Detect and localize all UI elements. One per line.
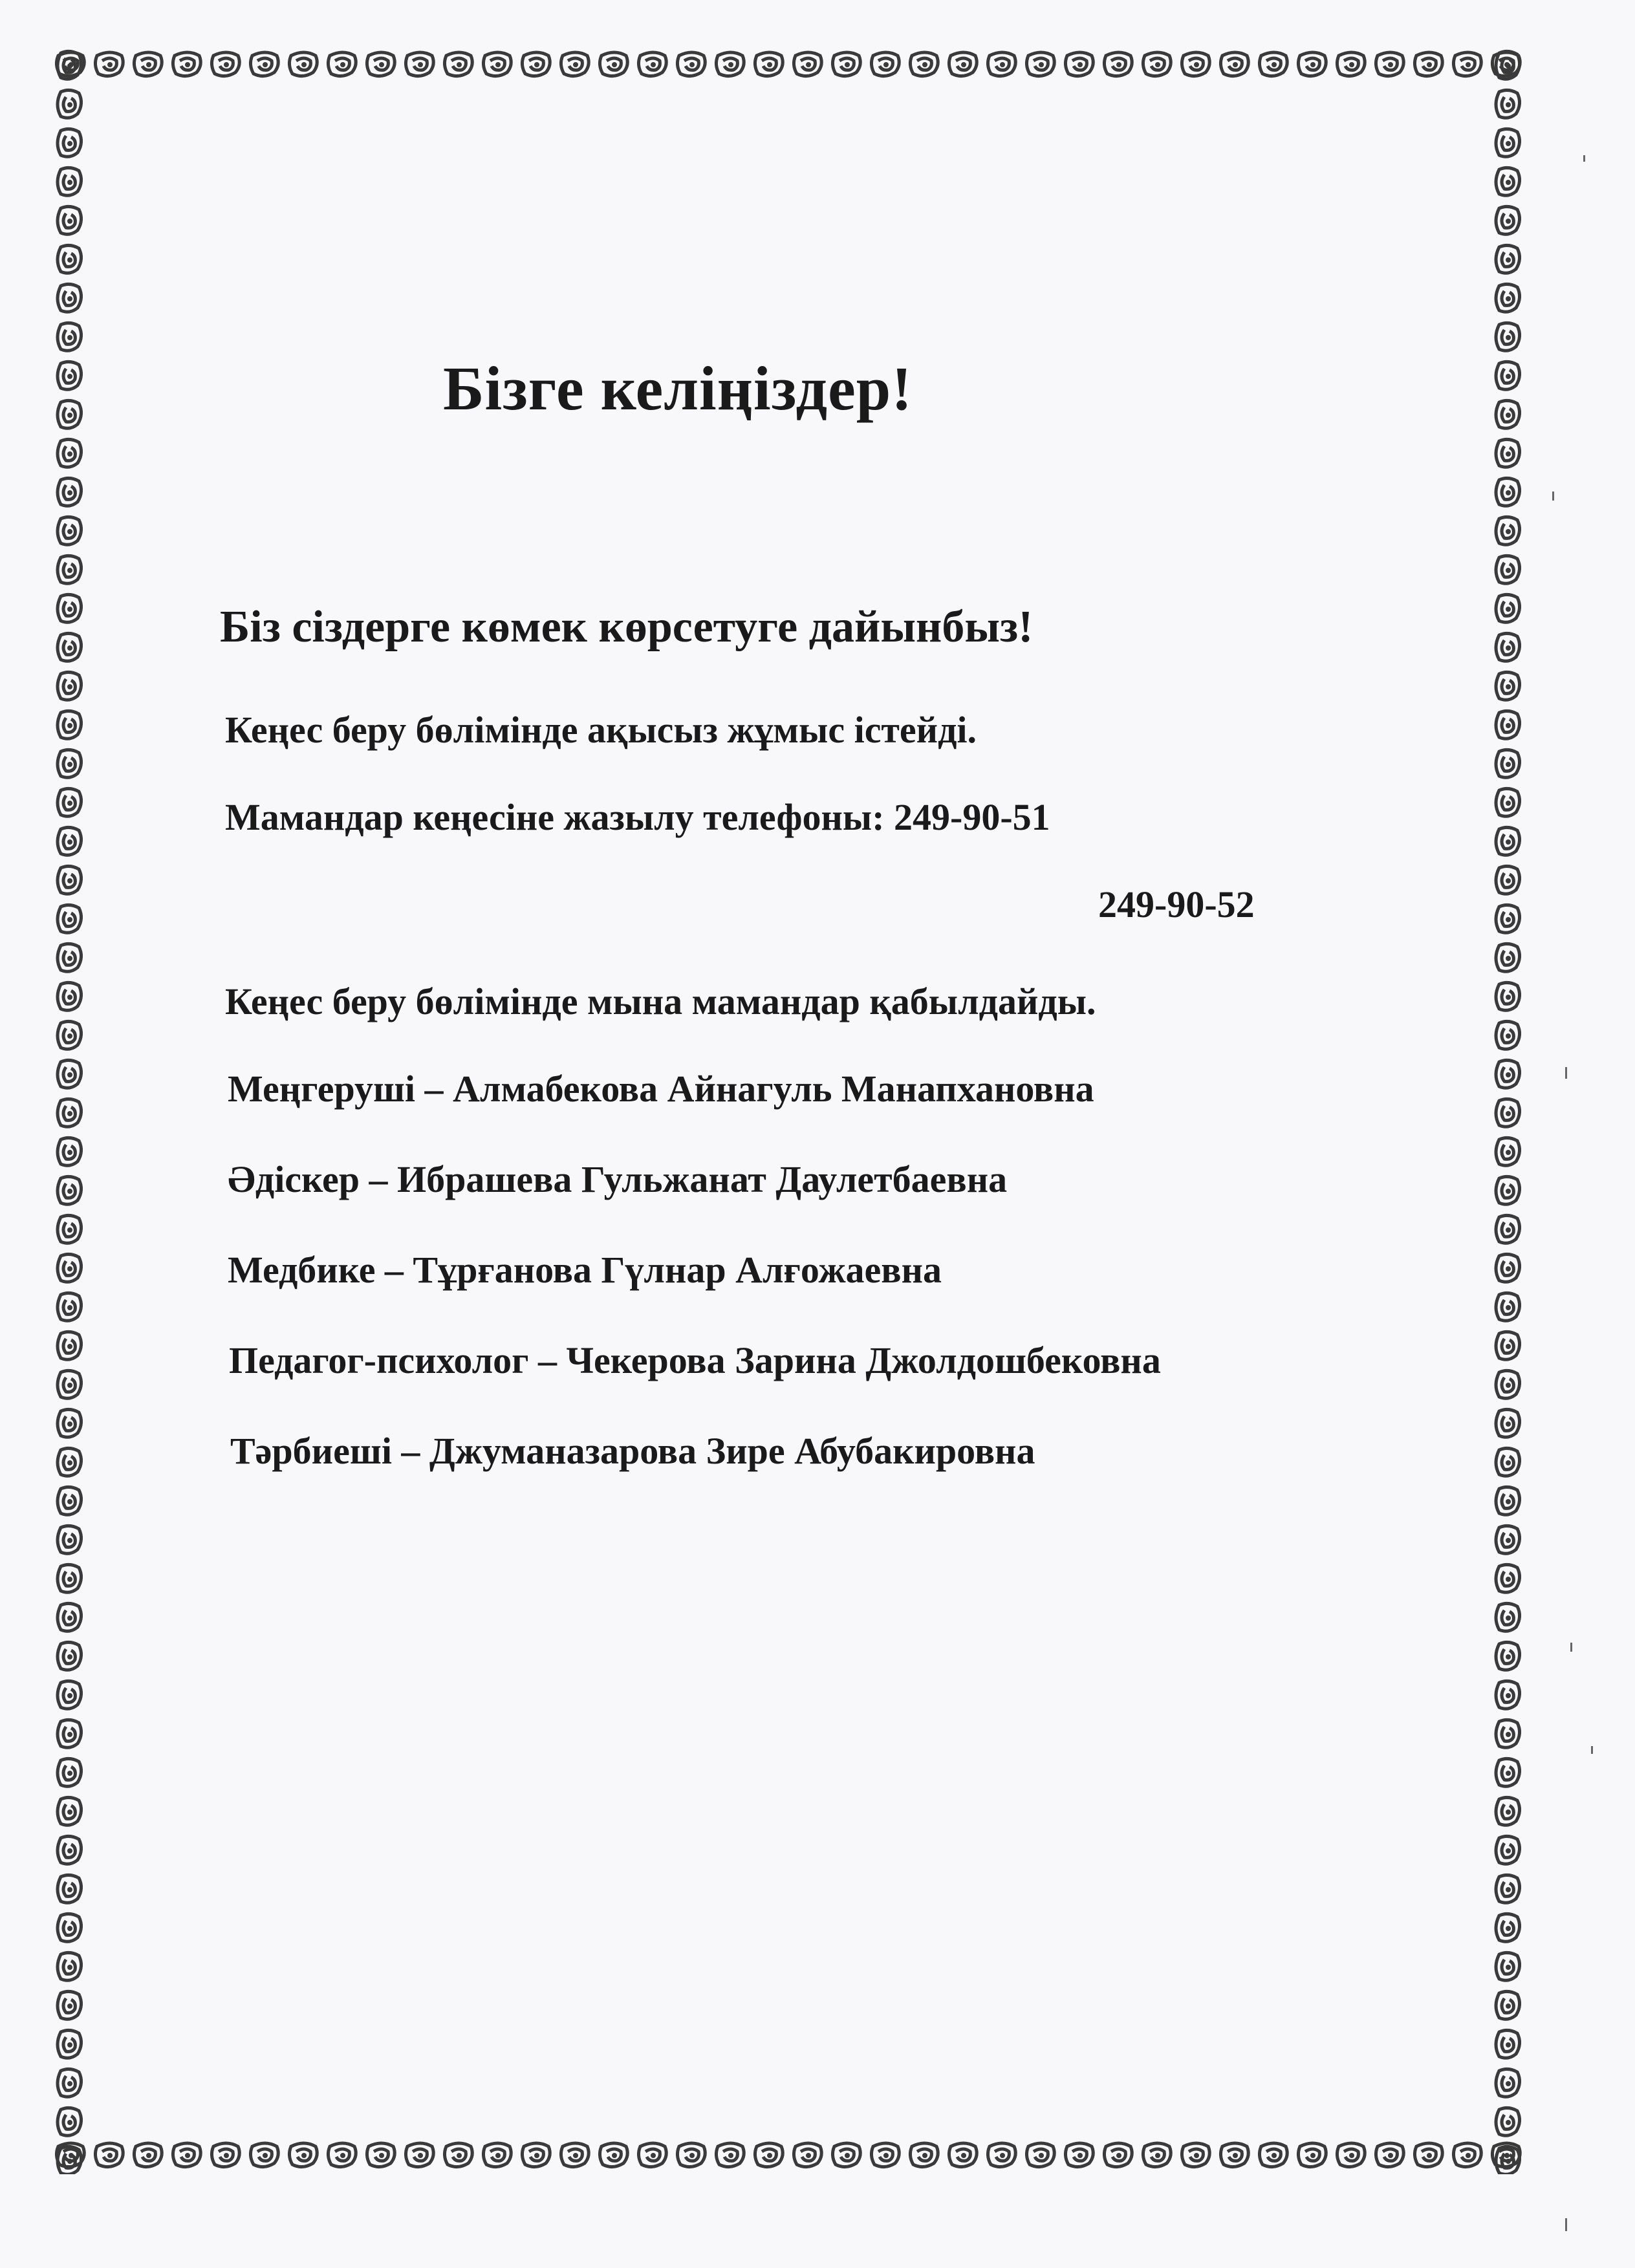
ornamental-border-left: [52, 47, 88, 2174]
scan-speck: [1591, 1746, 1593, 1754]
scan-speck: [1565, 1067, 1567, 1079]
ornamental-border-top: [52, 47, 1526, 83]
scan-speck: [1583, 155, 1585, 162]
page-title: Бізге келіңіздер!: [443, 354, 913, 423]
phone-line: Мамандар кеңесіне жазылу телефоны: 249-90-51: [225, 796, 1050, 838]
specialists-intro: Кеңес беру бөлімінде мына мамандар қабылдайды.: [225, 980, 1096, 1022]
scan-speck: [1565, 2218, 1567, 2231]
scan-speck: [1570, 1643, 1572, 1652]
staff-educator: Тәрбиеші – Джуманазарова Зире Абубакировна: [230, 1430, 1035, 1472]
ornamental-border-right: [1490, 47, 1526, 2174]
staff-psychologist: Педагог-психолог – Чекерова Зарина Джолдошбековна: [229, 1339, 1161, 1381]
page-subtitle: Біз сіздерге көмек көрсетуге дайынбыз!: [220, 602, 1034, 652]
scan-speck: [1552, 491, 1554, 501]
staff-head: Меңгеруші – Алмабекова Айнагуль Манапхановна: [228, 1068, 1094, 1110]
free-service-line: Кеңес беру бөлімінде ақысыз жұмыс істейді.: [225, 709, 977, 751]
staff-methodist: Әдіскер – Ибрашева Гульжанат Даулетбаевна: [228, 1158, 1008, 1200]
ornamental-border-bottom: [52, 2137, 1526, 2174]
phone-line-second: 249-90-52: [1098, 883, 1255, 925]
staff-nurse: Медбике – Тұрғанова Гүлнар Алғожаевна: [228, 1249, 942, 1291]
